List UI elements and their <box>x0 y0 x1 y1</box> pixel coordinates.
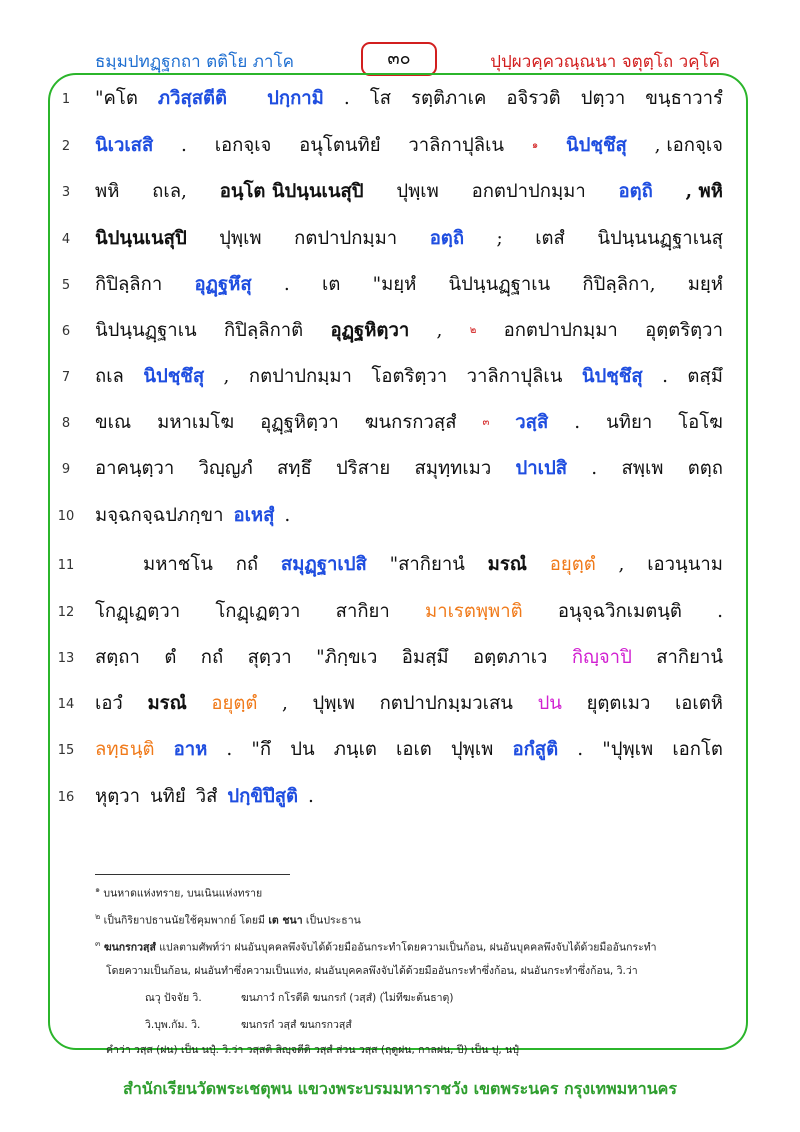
footnote-3-deriv-2 <box>145 1018 800 1032</box>
line-number: 4 <box>61 232 71 247</box>
word: มรณํ <box>487 554 527 575</box>
word: อตฺตภาเว <box>473 647 548 668</box>
word: นิปชฺชึสุ <box>581 366 643 387</box>
word: ตํ <box>164 647 177 668</box>
word: , <box>223 366 230 387</box>
word: อนฺโต นิปนฺนเนสุปิ <box>219 181 364 202</box>
word: โกฏฺเฏตฺวา <box>215 601 301 622</box>
line-number: 8 <box>61 416 71 431</box>
word: "ภิกฺขเว <box>316 647 378 668</box>
word: . <box>308 786 314 807</box>
word: ปน <box>290 739 315 760</box>
text-line <box>0 358 800 398</box>
word: อุฏฺฐหิตฺวา <box>330 320 410 341</box>
text-line <box>0 546 800 586</box>
word: รตฺติภาเค <box>411 88 487 109</box>
line-text <box>95 175 723 209</box>
word: อนุโตนทิยํ <box>299 135 381 156</box>
word: . <box>574 412 581 433</box>
word: กิปิลฺลิกา, <box>582 274 656 295</box>
word: ลทฺธนฺติ <box>95 739 155 760</box>
footnote-text: บนหาดแห่งทราย, บนเนินแห่งทราย <box>103 887 263 900</box>
word: เอกโต <box>672 739 723 760</box>
text-line <box>0 127 800 167</box>
word: วาลิกาปุลิเน <box>466 366 563 387</box>
line-number: 7 <box>61 370 71 385</box>
word: มจฺฉกจฺฉปภกฺขา <box>95 505 224 526</box>
word: "สากิยานํ <box>389 554 465 575</box>
word: "ปุพฺเพ <box>602 739 654 760</box>
line-number: 3 <box>61 185 71 200</box>
footnote-3 <box>95 937 755 955</box>
line-number: 5 <box>61 278 71 293</box>
word: สมุทฺทเมว <box>414 458 492 479</box>
line-number: 2 <box>61 139 71 154</box>
word: โส <box>369 88 392 109</box>
word: . <box>343 88 350 109</box>
word: ปตฺวา <box>580 88 626 109</box>
word: ปุพฺเพ <box>219 228 262 249</box>
line-text <box>95 641 723 675</box>
word: กถํ <box>200 647 224 668</box>
word: เอเต <box>396 739 432 760</box>
word: สุตฺวา <box>247 647 292 668</box>
word: อจิรวติ <box>506 88 561 109</box>
text-line <box>0 778 800 818</box>
word: "กึ <box>251 739 272 760</box>
word: วาลิกาปุลิเน <box>408 135 505 156</box>
footnote-ref: ๓ <box>482 417 490 428</box>
word: นิเวเสสิ <box>95 135 154 156</box>
word: ตตฺถ <box>687 458 723 479</box>
word: โกฏฺเฏตฺวา <box>95 601 181 622</box>
word: อิมสฺมึ <box>401 647 449 668</box>
line-number: 9 <box>61 462 71 477</box>
word: . <box>181 135 187 156</box>
word: อเหสุํ <box>233 505 275 526</box>
line-text <box>95 314 723 348</box>
word: เอวํ <box>95 693 123 714</box>
word: พหิ <box>95 181 120 202</box>
word: มยฺหํ <box>687 274 723 295</box>
word: สทฺธึ <box>276 458 312 479</box>
word: อาคนฺตฺวา <box>95 458 175 479</box>
word: หุตฺวา <box>95 786 140 807</box>
text-line <box>0 639 800 679</box>
word: สากิยานํ <box>656 647 723 668</box>
page-number: ๓๐ <box>361 42 437 76</box>
word: นิปนฺนฏฺฐาเน <box>95 320 197 341</box>
footnote-mark: ๓ <box>95 939 101 948</box>
word: . <box>283 274 290 295</box>
footnote-text: คำว่า วสฺส (ฝน) เป็น นปุํ. วิ.ว่า วสฺสติ สิญฺจตีติ วสฺสํ ส่วน วสฺส (ฤดูฝน, กาลฝน, ปี) เป็น ปุ, นปุํ <box>106 1044 519 1056</box>
word: นิปนฺนฏฺฐาเน <box>448 274 551 295</box>
word: มาเรตพฺพาติ <box>425 601 523 622</box>
word: อาห <box>173 739 208 760</box>
word: อตฺถิ <box>429 228 465 249</box>
word: นทิยํ <box>150 786 186 807</box>
word: วิสํ <box>195 786 218 807</box>
footnote-1 <box>95 883 755 901</box>
word: อกตปาปกมฺมา <box>471 181 586 202</box>
word: ปุพฺเพ <box>450 739 494 760</box>
footnote-mark: ๑ <box>95 885 101 894</box>
word: อุตฺตริตฺวา <box>645 320 723 341</box>
word: ภวิสฺสตีติ <box>157 88 228 109</box>
line-number: 6 <box>61 324 71 339</box>
line-text <box>95 687 723 721</box>
word: . <box>717 601 723 622</box>
word: ; <box>496 228 503 249</box>
line-text <box>95 733 723 767</box>
footnote-3-cont <box>106 964 766 978</box>
word: กิปิลฺลิกาติ <box>223 320 304 341</box>
word: กตปาปกมฺมา <box>294 228 398 249</box>
word: กิปิลฺลิกา <box>95 274 163 295</box>
text-line <box>0 593 800 633</box>
word: โอโฆ <box>678 412 723 433</box>
word: ตสฺมึ <box>687 366 723 387</box>
word: ถเล, <box>152 181 187 202</box>
word: มรณํ <box>147 693 187 714</box>
word: นิปชฺชึสุ <box>566 135 627 156</box>
word: , <box>618 554 625 575</box>
word: อกํสูติ <box>512 739 559 760</box>
line-text <box>95 452 723 486</box>
word: เอวนฺนาม <box>647 554 723 575</box>
word: ขเณ <box>95 412 132 433</box>
word: อุฏฺฐหึสุ <box>194 274 252 295</box>
word: วิญฺญภํ <box>198 458 253 479</box>
word: สมุฏฺฐาเปสิ <box>280 554 367 575</box>
word: นิปนฺนนฏฺฐาเนสุ <box>597 228 723 249</box>
word: กิญฺจาปิ <box>571 647 632 668</box>
word: เอกจฺเจ <box>214 135 272 156</box>
line-number: 13 <box>57 651 75 666</box>
word: ปกฺขิปึสูติ <box>227 786 299 807</box>
word: . <box>226 739 233 760</box>
footnote-label: ณวุ ปัจจัย วิ. <box>145 992 202 1004</box>
word: อกตปาปกมฺมา <box>503 320 618 341</box>
text-line <box>0 173 800 213</box>
text-line <box>0 497 800 537</box>
line-text <box>95 595 723 629</box>
word: ปกฺกามิ <box>267 88 324 109</box>
word: เอเตหิ <box>674 693 723 714</box>
text-line <box>0 404 800 444</box>
footnote-label: วิ.บุพ.กัม. วิ. <box>145 1019 201 1031</box>
footnote-bold: ฆนกรกวสฺสํ <box>103 941 156 954</box>
footnote-3-note <box>106 1043 766 1057</box>
text-line <box>0 731 800 771</box>
word: นิปนฺนเนสุปิ <box>95 228 187 249</box>
word: มหาเมโฆ <box>157 412 235 433</box>
word: กถํ <box>235 554 259 575</box>
word: . <box>591 458 598 479</box>
word: "คโต <box>95 88 138 109</box>
word: "มยฺหํ <box>372 274 417 295</box>
footnote-text: เป็นประธาน <box>302 914 361 927</box>
word: วสฺสิ <box>515 412 549 433</box>
word: ภนฺเต <box>333 739 377 760</box>
footnote-rule <box>95 874 290 875</box>
footnote-ref: ๒ <box>469 325 477 336</box>
word: อยุตฺตํ <box>211 693 258 714</box>
word: . <box>662 366 668 387</box>
text-line <box>0 450 800 490</box>
text-line <box>0 266 800 306</box>
footnote-ref: ๑ <box>531 140 539 151</box>
word: กตปาปกมฺมา <box>248 366 352 387</box>
page-header <box>0 38 800 78</box>
line-text <box>95 129 723 163</box>
word: . <box>577 739 584 760</box>
word: มหาชโน <box>143 554 213 575</box>
footnote-text: เป็นกิริยาปธานนัยใช้คุมพากย์ โดยมี <box>103 914 269 927</box>
line-number: 10 <box>57 509 75 524</box>
footnote-mark: ๒ <box>95 912 101 921</box>
word: ปาเปสิ <box>515 458 568 479</box>
footnote-text: ฆนภาวํ กโรตีติ ฆนกรกํ (วสฺสํ) (ไม่ทีฆะต้นธาตุ) <box>241 992 454 1004</box>
text-line <box>0 312 800 352</box>
text-line <box>0 685 800 725</box>
word: ปริสาย <box>336 458 391 479</box>
word: นทิยา <box>606 412 653 433</box>
line-number: 12 <box>57 605 75 620</box>
word: ฆนกรกวสฺสํ <box>364 412 457 433</box>
word: เต <box>322 274 341 295</box>
footnote-2 <box>95 910 755 928</box>
footnote-text: ฆนกรกํ วสฺสํ ฆนกรกวสฺสํ <box>241 1019 352 1031</box>
line-text <box>95 406 723 440</box>
word: เตสํ <box>535 228 565 249</box>
word: ขนฺธาวารํ <box>645 88 723 109</box>
line-text <box>143 548 723 582</box>
line-number: 15 <box>57 743 75 758</box>
line-number: 16 <box>57 790 75 805</box>
word: สพฺเพ <box>621 458 664 479</box>
word: อยุตฺตํ <box>549 554 596 575</box>
word: โอตริตฺวา <box>371 366 448 387</box>
word: , <box>281 693 288 714</box>
word: อตฺถิ <box>618 181 653 202</box>
page-footer: สำนักเรียนวัดพระเชตุพน แขวงพระบรมมหาราชวัง เขตพระนคร กรุงเทพมหานคร <box>123 1079 677 1098</box>
word: สตฺถา <box>95 647 140 668</box>
word: อุฏฺฐหิตฺวา <box>260 412 339 433</box>
line-number: 14 <box>57 697 75 712</box>
line-number: 1 <box>61 92 71 107</box>
word: ปุพฺเพ <box>312 693 355 714</box>
text-line <box>0 80 800 120</box>
word: อนุจฺฉวิกเมตนฺติ <box>557 601 682 622</box>
footnote-text: แปลตามศัพท์ว่า ฝนอันบุคคลพึงจับได้ด้วยมืออันกระทำโดยความเป็นก้อน, ฝนอันบุคคลพึงจับได้ด้วยมืออันกระทำ <box>155 941 657 954</box>
text-line <box>0 220 800 260</box>
footnote-3-deriv-1 <box>145 991 800 1005</box>
word: นิปชฺชึสุ <box>143 366 205 387</box>
line-text <box>95 222 723 256</box>
line-text <box>95 268 723 302</box>
footnote-text: โดยความเป็นก้อน, ฝนอันทำซึ่งความเป็นแท่ง, ฝนอันบุคคลพึงจับได้ด้วยมืออันกระทำซึ่งก้อน, ฝนอันกระทำซึ่งก้อน, วิ.ว่า <box>106 965 638 977</box>
word: ยุตฺตเมว <box>586 693 651 714</box>
word: สากิยา <box>335 601 390 622</box>
word: , พหิ <box>685 181 723 202</box>
word: กตปาปกมฺมวเสน <box>379 693 513 714</box>
book-title: ธมฺมปทฏฺฐกถา ตติโย ภาโค <box>95 52 294 72</box>
word: , <box>436 320 443 341</box>
word: ปน <box>537 693 562 714</box>
line-number: 11 <box>57 558 75 573</box>
line-text <box>95 82 723 116</box>
word: . <box>284 505 291 526</box>
word: ปุพฺเพ <box>396 181 439 202</box>
word: , เอกจฺเจ <box>654 135 723 156</box>
footnote-bold: เต ชนา <box>268 914 303 927</box>
line-text <box>95 360 723 394</box>
chapter-title: ปุปฺผวคฺควณฺณนา จตุตฺโถ วคฺโค <box>490 52 720 72</box>
word: ถเล <box>95 366 124 387</box>
line-text <box>95 780 723 814</box>
line-text <box>95 499 723 533</box>
